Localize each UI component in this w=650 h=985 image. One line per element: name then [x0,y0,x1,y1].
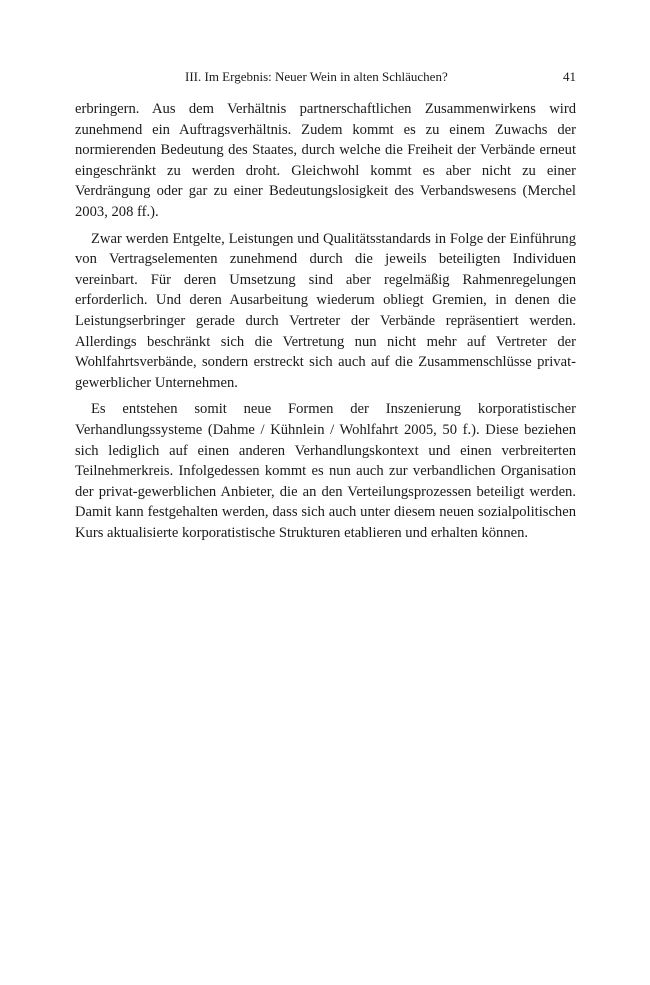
paragraph-contracts: Zwar werden Entgelte, Leistungen und Qualitätsstandards in Folge der Einführung von Vertragselementen zunehmend durch die jeweils beteiligten Individuen vereinbart. Für deren Umsetzung sind aber regelmäßig Rahmenregelungen erforderlich. Und deren Ausarbeitung wiederum obliegt Gremien, in denen die Leistungserbringer gerade durch Vertreter der Verbände repräsentiert werden. Allerdings beschränkt sich die Vertretung nun nicht mehr auf Vertreter der Wohlfahrtsverbände, sondern erstreckt sich auch auf die Zusammenschlüsse privat-gewerblicher Unternehmen. [75,230,576,391]
body-text [75,99,576,543]
book-page [75,66,576,549]
paragraph-continuation: erbringern. Aus dem Verhältnis partnerschaftlichen Zusammenwirkens wird zunehmend ein Auftragsverhältnis. Zudem kommt es zu einem Zuwachs der normierenden Bedeutung des Staates, durch welche die Freiheit der Verbände erneut eingeschränkt zu werden droht. Gleichwohl kommt es aber nicht zu einer Verdrängung oder gar zu einer Bedeutungslosigkeit des Verbandswesens (Merchel 2003, 208 ff.). [75,101,576,220]
running-title: III. Im Ergebnis: Neuer Wein in alten Schläuchen? [185,69,448,84]
paragraph-corporatism: Es entstehen somit neue Formen der Inszenierung korporatistischer Verhandlungssysteme (Dahme / Kühnlein / Wohlfahrt 2005, 50 f.). Diese beziehen sich lediglich auf einen anderen Verhandlungskontext und einen verbreiterten Teilnehmerkreis. Infolgedessen kommt es nun auch zur verbandlichen Organisation der privat-gewerblichen Anbieter, die an den Verteilungsprozessen beteiligt werden. Damit kann festgehalten werden, dass sich auch unter diesem neuen sozialpolitischen Kurs aktualisierte korporatistische Strukturen etablieren und erhalten können. [75,401,576,541]
running-header [75,66,576,88]
page-number: 41 [563,69,576,84]
